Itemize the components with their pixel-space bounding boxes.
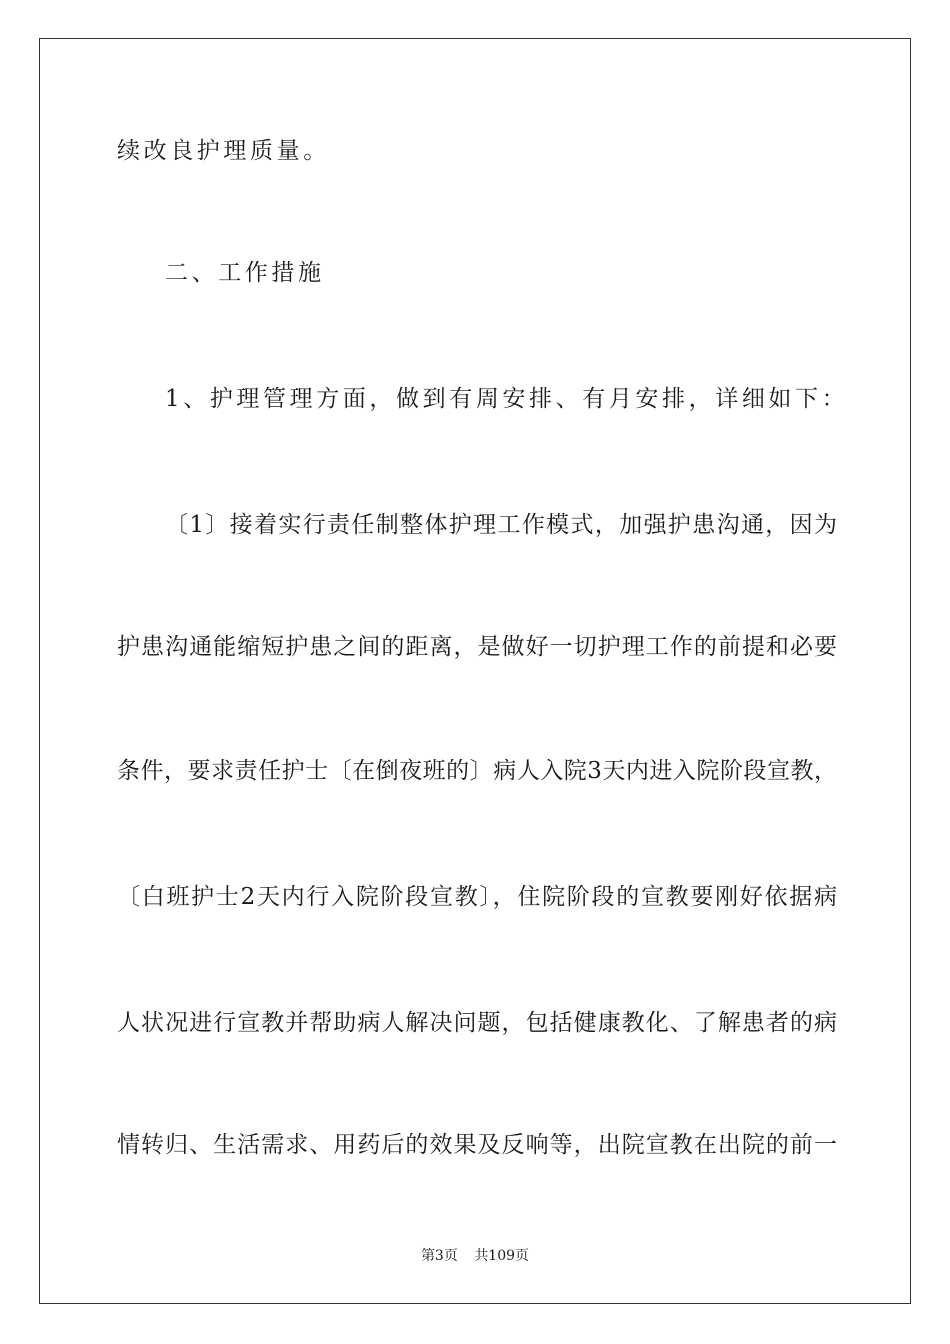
- text-line-6: 条件，要求责任护士〔在倒夜班的〕病人入院3天内进入院阶段宣教，: [117, 758, 837, 784]
- page-footer: [0, 1247, 950, 1265]
- text-line-1: 续改良护理质量。: [117, 138, 330, 164]
- text-line-8: 人状况进行宣教并帮助病人解决问题，包括健康教化、了解患者的病: [117, 1010, 837, 1036]
- page-number: 第3页: [420, 1248, 458, 1264]
- text-line-7: 〔白班护士2天内行入院阶段宣教〕，住院阶段的宣教要刚好依据病: [117, 884, 837, 910]
- section-heading: 二、工作措施: [165, 260, 325, 286]
- text-line-4: 〔1〕接着实行责任制整体护理工作模式，加强护患沟通，因为: [165, 512, 837, 538]
- text-line-3: 1、护理管理方面，做到有周安排、有月安排，详细如下：: [165, 386, 849, 412]
- page-total: 共109页: [474, 1248, 530, 1264]
- text-line-9: 情转归、生活需求、用药后的效果及反响等，出院宣教在出院的前一: [117, 1132, 837, 1158]
- page-border: [39, 38, 911, 1304]
- text-line-5: 护患沟通能缩短护患之间的距离，是做好一切护理工作的前提和必要: [117, 634, 837, 660]
